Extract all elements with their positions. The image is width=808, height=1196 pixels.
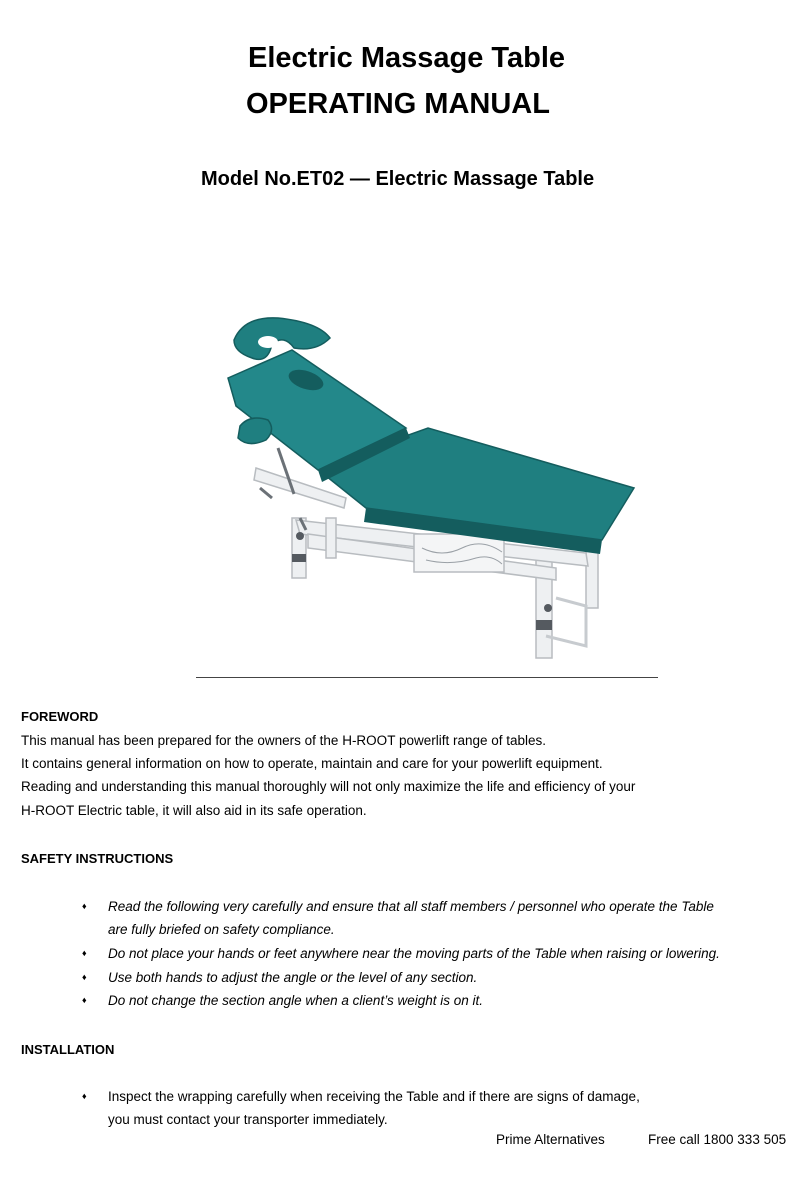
bullet-text: Use both hands to adjust the angle or the level of any section. [108, 970, 478, 985]
foreword-line: It contains general information on how to operate, maintain and care for your powerlift equipment. [21, 756, 603, 771]
diamond-bullet-icon: ♦ [82, 1091, 87, 1101]
foreword-heading: FOREWORD [21, 709, 99, 724]
footer-company: Prime Alternatives [496, 1132, 605, 1147]
bullet-text: Do not change the section angle when a client’s weight is on it. [108, 993, 483, 1008]
bullet-text: Do not place your hands or feet anywhere near the moving parts of the Table when raising or lowering. [108, 946, 720, 961]
image-divider [196, 677, 658, 678]
document-title: Electric Massage Table [248, 42, 566, 74]
bullet-text: are fully briefed on safety compliance. [108, 922, 335, 937]
model-heading: Model No.ET02 — Electric Massage Table [201, 168, 595, 190]
document-subtitle: OPERATING MANUAL [246, 88, 550, 120]
installation-heading: INSTALLATION [21, 1042, 115, 1057]
bullet-text: Inspect the wrapping carefully when receiving the Table and if there are signs of damage, [108, 1089, 640, 1104]
bullet-text: you must contact your transporter immediately. [108, 1112, 388, 1127]
foreword-line: H-ROOT Electric table, it will also aid in its safe operation. [21, 803, 367, 818]
foreword-line: This manual has been prepared for the owners of the H-ROOT powerlift range of tables. [21, 733, 547, 748]
diamond-bullet-icon: ♦ [82, 995, 87, 1005]
foreword-line: Reading and understanding this manual thoroughly will not only maximize the life and efficiency of your [21, 779, 636, 794]
bullet-text: Read the following very carefully and ensure that all staff members / personnel who operate the Table [108, 899, 714, 914]
diamond-bullet-icon: ♦ [82, 948, 87, 958]
massage-table-photo [196, 298, 658, 678]
diamond-bullet-icon: ♦ [82, 901, 87, 911]
footer-phone: Free call 1800 333 505 [648, 1132, 787, 1147]
diamond-bullet-icon: ♦ [82, 972, 87, 982]
safety-heading: SAFETY INSTRUCTIONS [21, 851, 174, 866]
